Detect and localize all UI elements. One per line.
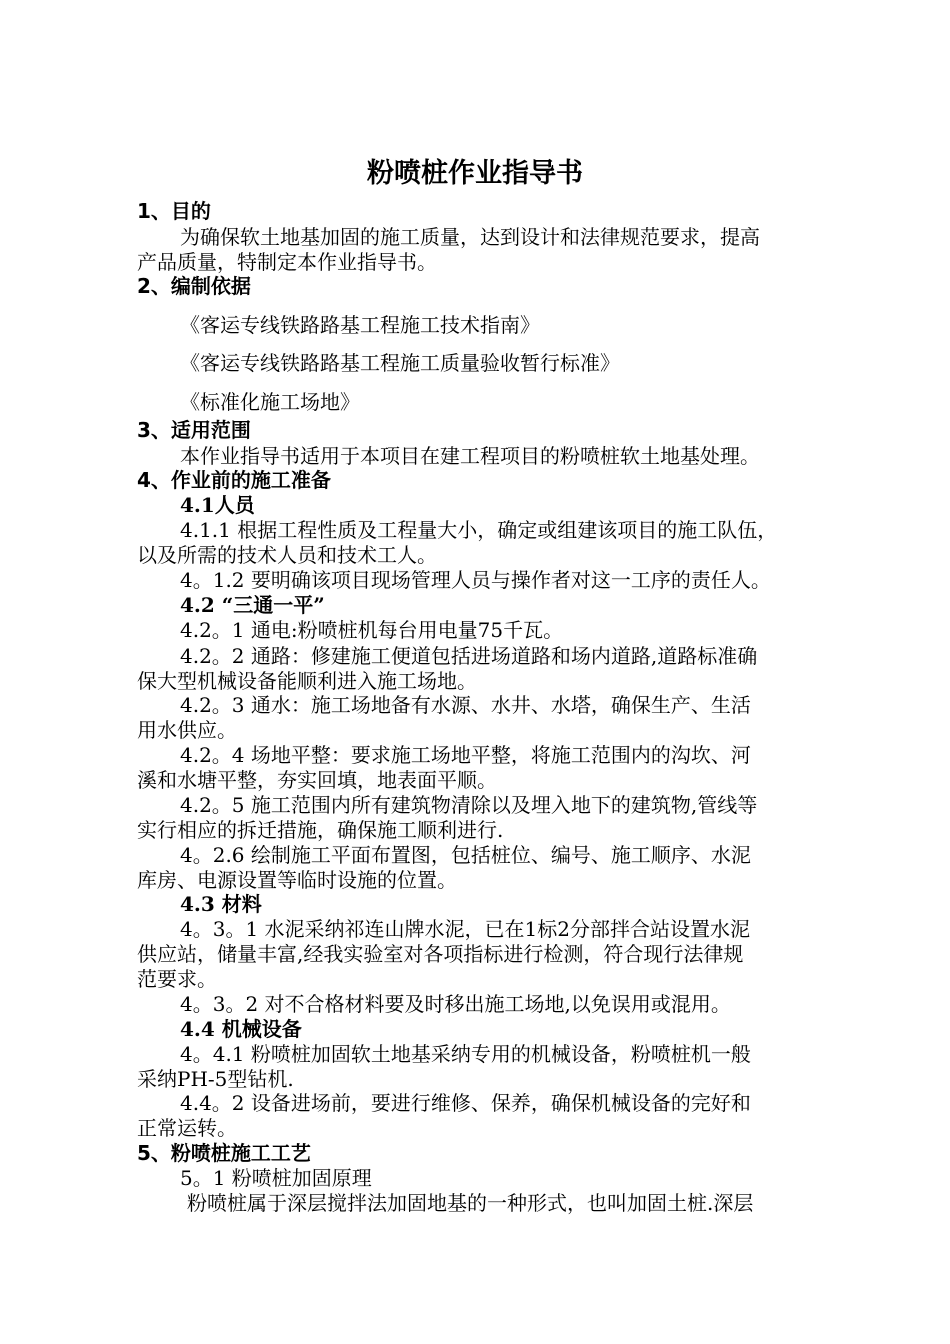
paragraph-line: 以及所需的技术人员和技术工人。 xyxy=(137,543,437,567)
paragraph-line: 4.2。2 通路：修建施工便道包括进场道路和场内道路,道路标准确 xyxy=(180,644,758,668)
paragraph-line: 采纳PH-5型钻机. xyxy=(137,1067,294,1091)
section-1-paragraph-line: 产品质量，特制定本作业指导书。 xyxy=(137,250,437,274)
paragraph-line: 供应站，储量丰富,经我实验室对各项指标进行检测，符合现行法律规 xyxy=(137,942,744,966)
paragraph-line: 4。3。1 水泥采纳祁连山牌水泥，已在1标2分部拌合站设置水泥 xyxy=(180,917,750,941)
reference-item: 《标准化施工场地》 xyxy=(180,390,360,414)
document-title: 粉喷桩作业指导书 xyxy=(367,158,583,189)
paragraph-line: 用水供应。 xyxy=(137,718,237,742)
paragraph-line: 粉喷桩属于深层搅拌法加固地基的一种形式，也叫加固土桩.深层 xyxy=(187,1191,754,1215)
paragraph-line: 4.2。4 场地平整：要求施工场地平整，将施工范围内的沟坎、河 xyxy=(180,743,751,767)
subsection-4-3-heading: 4.3 材料 xyxy=(180,892,262,916)
paragraph-line: 溪和水塘平整，夯实回填，地表面平顺。 xyxy=(137,768,497,792)
reference-item: 《客运专线铁路路基工程施工技术指南》 xyxy=(180,313,540,337)
section-3-paragraph: 本作业指导书适用于本项目在建工程项目的粉喷桩软土地基处理。 xyxy=(180,444,760,468)
subsection-5-1-heading: 5。1 粉喷桩加固原理 xyxy=(180,1166,372,1190)
section-5-heading: 5、粉喷桩施工工艺 xyxy=(137,1141,311,1165)
section-1-heading: 1、目的 xyxy=(137,199,211,223)
paragraph-line: 范要求。 xyxy=(137,967,217,991)
paragraph-line: 4。2.6 绘制施工平面布置图，包括桩位、编号、施工顺序、水泥 xyxy=(180,843,751,867)
paragraph-line: 4。4.1 粉喷桩加固软土地基采纳专用的机械设备，粉喷桩机一般 xyxy=(180,1042,751,1066)
section-4-heading: 4、作业前的施工准备 xyxy=(137,468,331,492)
paragraph-line: 4.1.1 根据工程性质及工程量大小，确定或组建该项目的施工队伍， xyxy=(180,518,778,542)
paragraph-line: 4。1.2 要明确该项目现场管理人员与操作者对这一工序的责任人。 xyxy=(180,568,771,592)
section-1-paragraph-line: 为确保软土地基加固的施工质量，达到设计和法律规范要求，提高 xyxy=(180,225,760,249)
reference-item: 《客运专线铁路路基工程施工质量验收暂行标准》 xyxy=(180,351,620,375)
paragraph-line: 4.4。2 设备进场前，要进行维修、保养，确保机械设备的完好和 xyxy=(180,1091,751,1115)
paragraph-line: 4.2。1 通电:粉喷桩机每台用电量75千瓦。 xyxy=(180,618,564,642)
subsection-4-1-heading: 4.1人员 xyxy=(180,493,255,517)
subsection-4-2-heading: 4.2 “三通一平” xyxy=(180,593,325,617)
paragraph-line: 库房、电源设置等临时设施的位置。 xyxy=(137,868,457,892)
paragraph-line: 4.2。5 施工范围内所有建筑物清除以及埋入地下的建筑物,管线等 xyxy=(180,793,758,817)
paragraph-line: 保大型机械设备能顺利进入施工场地。 xyxy=(137,669,477,693)
paragraph-line: 4.2。3 通水：施工场地备有水源、水井、水塔，确保生产、生活 xyxy=(180,693,751,717)
section-2-heading: 2、编制依据 xyxy=(137,274,251,298)
paragraph-line: 4。3。2 对不合格材料要及时移出施工场地,以免误用或混用。 xyxy=(180,992,731,1016)
paragraph-line: 正常运转。 xyxy=(137,1116,237,1140)
paragraph-line: 实行相应的拆迁措施，确保施工顺利进行. xyxy=(137,818,504,842)
section-3-heading: 3、适用范围 xyxy=(137,418,251,442)
subsection-4-4-heading: 4.4 机械设备 xyxy=(180,1017,302,1041)
